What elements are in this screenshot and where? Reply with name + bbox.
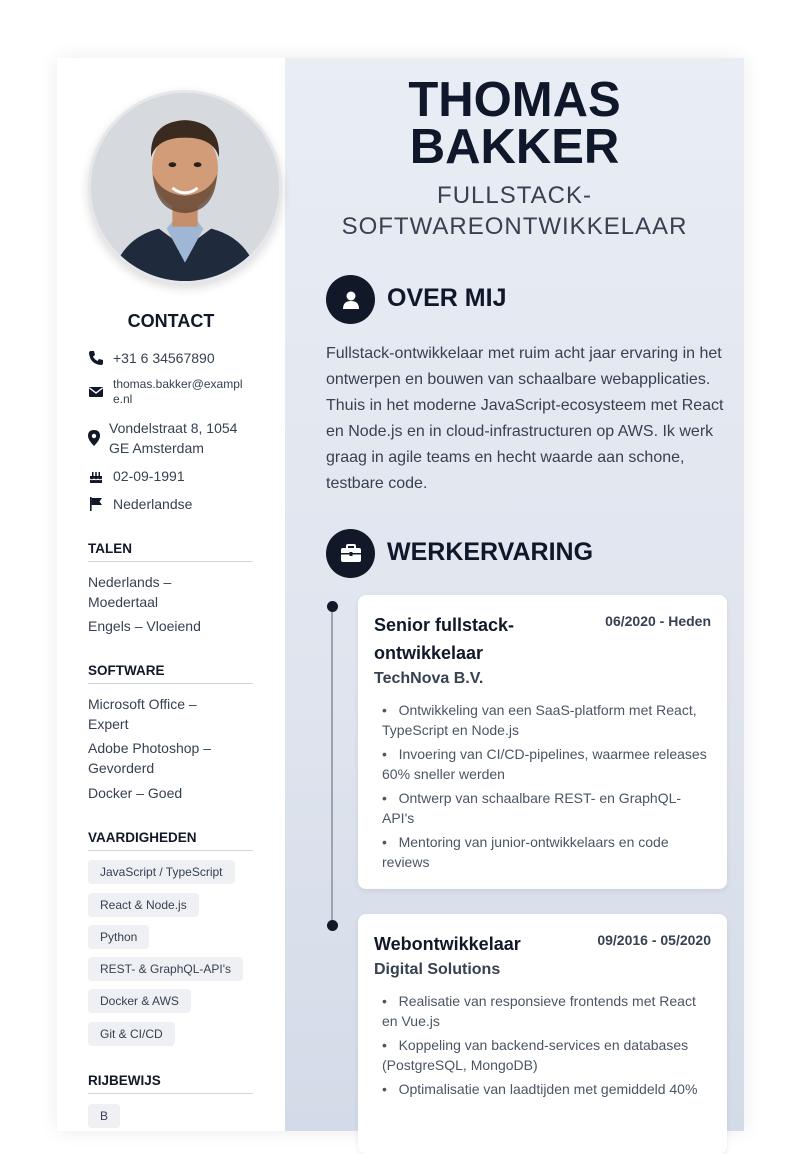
language-item: Moedertaal xyxy=(88,594,159,610)
job-bullets xyxy=(382,991,712,1103)
skill-chip: Git & CI/CD xyxy=(88,1022,175,1046)
job-title: Webontwikkelaar xyxy=(374,934,521,954)
languages-heading: TALEN xyxy=(88,541,253,562)
first-name: THOMAS xyxy=(408,73,621,127)
profile-photo xyxy=(88,90,282,284)
contact-nationality xyxy=(88,494,192,514)
contact-phone xyxy=(88,348,215,368)
software-item: Gevorderd xyxy=(88,760,155,776)
job-title-line1: FULLSTACK- xyxy=(437,182,592,209)
flag-icon xyxy=(88,496,104,512)
job-bullet: • Ontwerp van schaalbare REST- en GraphQL-API's xyxy=(382,790,682,826)
job-bullet: • Mentoring van junior-ontwikkelaars en code reviews xyxy=(382,834,669,870)
software-item: Docker – Goed xyxy=(88,785,183,801)
experience-heading: WERKERVARING xyxy=(387,538,594,566)
phone-icon xyxy=(88,350,104,366)
job-bullet: • Koppeling van backend-services en databases (PostgreSQL, MongoDB) xyxy=(382,1037,689,1073)
timeline-dot xyxy=(327,601,338,612)
email-address: thomas.bakker@exampl e.nl xyxy=(113,377,243,406)
skill-chip: Python xyxy=(88,925,149,949)
skill-chip: Docker & AWS xyxy=(88,989,191,1013)
job-date: 09/2016 - 05/2020 xyxy=(597,932,711,948)
contact-email xyxy=(88,377,243,407)
birthday-cake-icon xyxy=(88,468,104,484)
contact-birthdate xyxy=(88,466,185,486)
map-pin-icon xyxy=(88,430,100,446)
birthdate: 02-09-1991 xyxy=(113,468,185,484)
timeline-line xyxy=(331,606,333,926)
about-text: Fullstack-ontwikkelaar met ruim acht jaar ervaring in het ontwerpen en bouwen van schaalbare webapplicaties. Thuis in het moderne JavaScript-ecosysteem met React en Node.js en in cloud-infrastructuren op AWS. Ik werk graag in agile teams en hecht waarde aan schone, testbare code. xyxy=(326,345,724,492)
job-card xyxy=(358,914,727,1154)
contact-heading: CONTACT xyxy=(127,311,215,331)
last-name: BAKKER xyxy=(409,120,620,174)
software-heading: SOFTWARE xyxy=(88,663,253,684)
job-title-line2: SOFTWAREONTWIKKELAAR xyxy=(341,213,688,240)
job-bullet: • Optimalisatie van laadtijden met gemiddeld 40% xyxy=(382,1081,698,1097)
skill-chip: React & Node.js xyxy=(88,893,199,917)
user-icon xyxy=(326,275,375,324)
job-title: Senior fullstack- ontwikkelaar xyxy=(374,615,515,663)
job-card xyxy=(358,595,727,889)
address: Vondelstraat 8, 1054 GE Amsterdam xyxy=(109,420,238,456)
skills-heading: VAARDIGHEDEN xyxy=(88,830,253,851)
skill-chip: JavaScript / TypeScript xyxy=(88,860,235,884)
job-bullet: • Invoering van CI/CD-pipelines, waarmee releases 60% sneller werden xyxy=(382,746,707,782)
nationality: Nederlandse xyxy=(113,496,193,512)
timeline-dot xyxy=(327,920,338,931)
software-item: Expert xyxy=(88,716,129,732)
company-name: TechNova B.V. xyxy=(374,670,484,687)
software-item: Adobe Photoshop – xyxy=(88,740,211,756)
phone-number: +31 6 34567890 xyxy=(113,350,215,366)
license-heading: RIJBEWIJS xyxy=(88,1073,253,1094)
company-name: Digital Solutions xyxy=(374,961,501,978)
job-date: 06/2020 - Heden xyxy=(605,613,711,629)
language-item: Engels – Vloeiend xyxy=(88,618,201,634)
skill-chip: REST- & GraphQL-API's xyxy=(88,957,243,981)
briefcase-icon xyxy=(326,529,375,578)
license-chip: B xyxy=(88,1104,120,1128)
job-bullet: • Realisatie van responsieve frontends met React en Vue.js xyxy=(382,993,696,1029)
software-item: Microsoft Office – xyxy=(88,696,197,712)
job-bullets xyxy=(382,700,712,876)
about-heading: OVER MIJ xyxy=(387,284,507,312)
language-item: Nederlands – xyxy=(88,574,172,590)
envelope-icon xyxy=(88,384,104,400)
contact-address xyxy=(88,418,237,458)
job-bullet: • Ontwikkeling van een SaaS-platform met React, TypeScript en Node.js xyxy=(382,702,697,738)
